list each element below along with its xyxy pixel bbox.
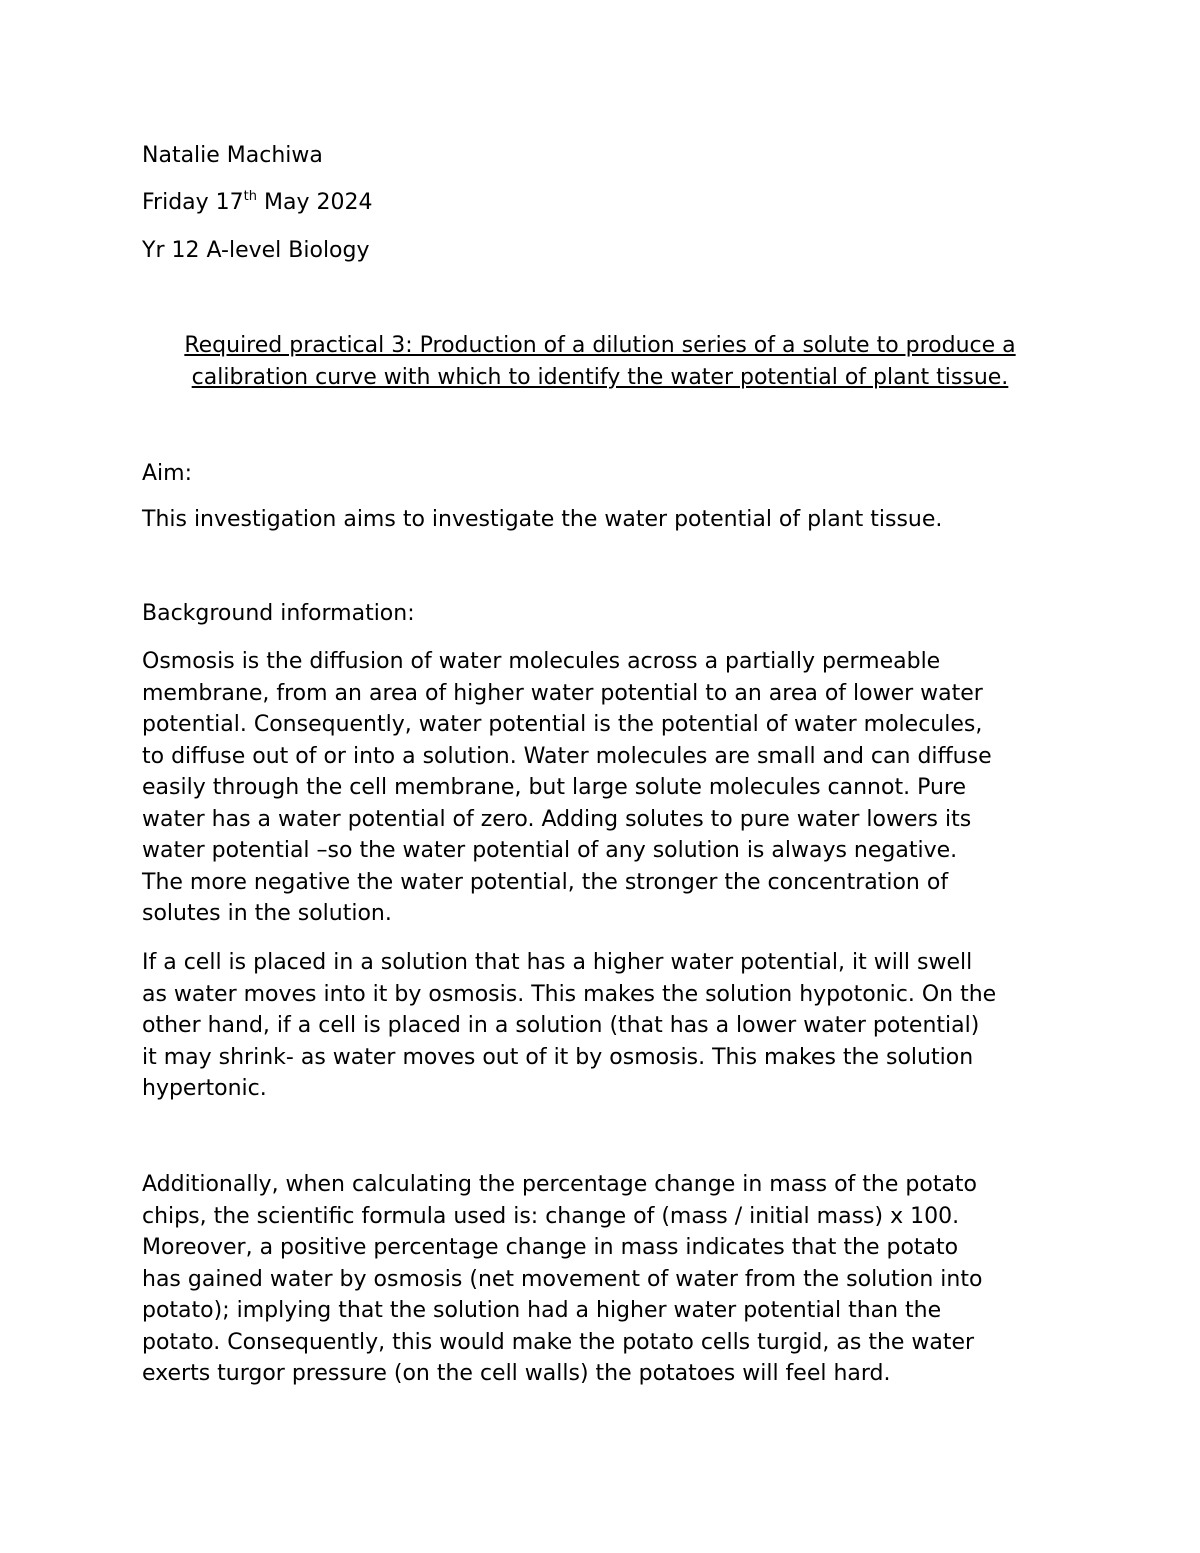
paragraph-line: potential. Consequently, water potential is the potential of water molecules, [142,712,983,737]
paragraph-line: solutes in the solution. [142,901,392,926]
paragraph-line: Additionally, when calculating the percentage change in mass of the potato [142,1172,978,1197]
practical-title-line-2: calibration curve with which to identify the water potential of plant tissue. [191,365,1009,390]
paragraph-line: Osmosis is the diffusion of water molecules across a partially permeable [142,649,941,674]
paragraph-line: If a cell is placed in a solution that has a higher water potential, it will swell [142,950,973,975]
background-heading: Background information: [142,601,415,626]
paragraph-line: membrane, from an area of higher water potential to an area of lower water [142,680,983,706]
paragraph-line: has gained water by osmosis (net movement of water from the solution into [142,1266,983,1292]
paragraph-line: other hand, if a cell is placed in a solution (that has a lower water potential) [142,1013,980,1038]
background-paragraph-2 [142,947,1072,1105]
course-name: Yr 12 A-level Biology [142,238,370,263]
practical-title-line-1: Required practical 3: Production of a dilution series of a solute to produce a [184,333,1016,358]
paragraph-line: as water moves into it by osmosis. This makes the solution hypotonic. On the [142,981,997,1007]
paragraph-line: water has a water potential of zero. Adding solutes to pure water lowers its [142,806,972,832]
paragraph-line: to diffuse out of or into a solution. Water molecules are small and can diffuse [142,743,992,769]
background-paragraph-1 [142,646,1072,930]
date-superscript: th [243,189,258,204]
date-suffix: May 2024 [257,190,373,215]
paragraph-line: chips, the scientific formula used is: change of (mass / initial mass) x 100. [142,1203,960,1229]
paragraph-line: it may shrink- as water moves out of it by osmosis. This makes the solution [142,1044,974,1070]
paragraph-line: water potential –so the water potential of any solution is always negative. [142,838,958,863]
date-line [142,188,372,218]
paragraph-line: potato); implying that the solution had a higher water potential than the [142,1298,942,1323]
paragraph-line: Moreover, a positive percentage change in mass indicates that the potato [142,1235,959,1260]
aim-text: This investigation aims to investigate the water potential of plant tissue. [142,507,943,532]
background-paragraph-3 [142,1169,1072,1390]
paragraph-line: hypertonic. [142,1076,267,1101]
author-name: Natalie Machiwa [142,143,323,168]
paragraph-line: easily through the cell membrane, but large solute molecules cannot. Pure [142,775,966,800]
date-prefix: Friday 17 [142,190,244,215]
paragraph-line: potato. Consequently, this would make the potato cells turgid, as the water [142,1329,975,1355]
paragraph-line: The more negative the water potential, the stronger the concentration of [142,869,949,895]
paragraph-line: exerts turgor pressure (on the cell walls) the potatoes will feel hard. [142,1361,891,1386]
aim-heading: Aim: [142,461,193,486]
